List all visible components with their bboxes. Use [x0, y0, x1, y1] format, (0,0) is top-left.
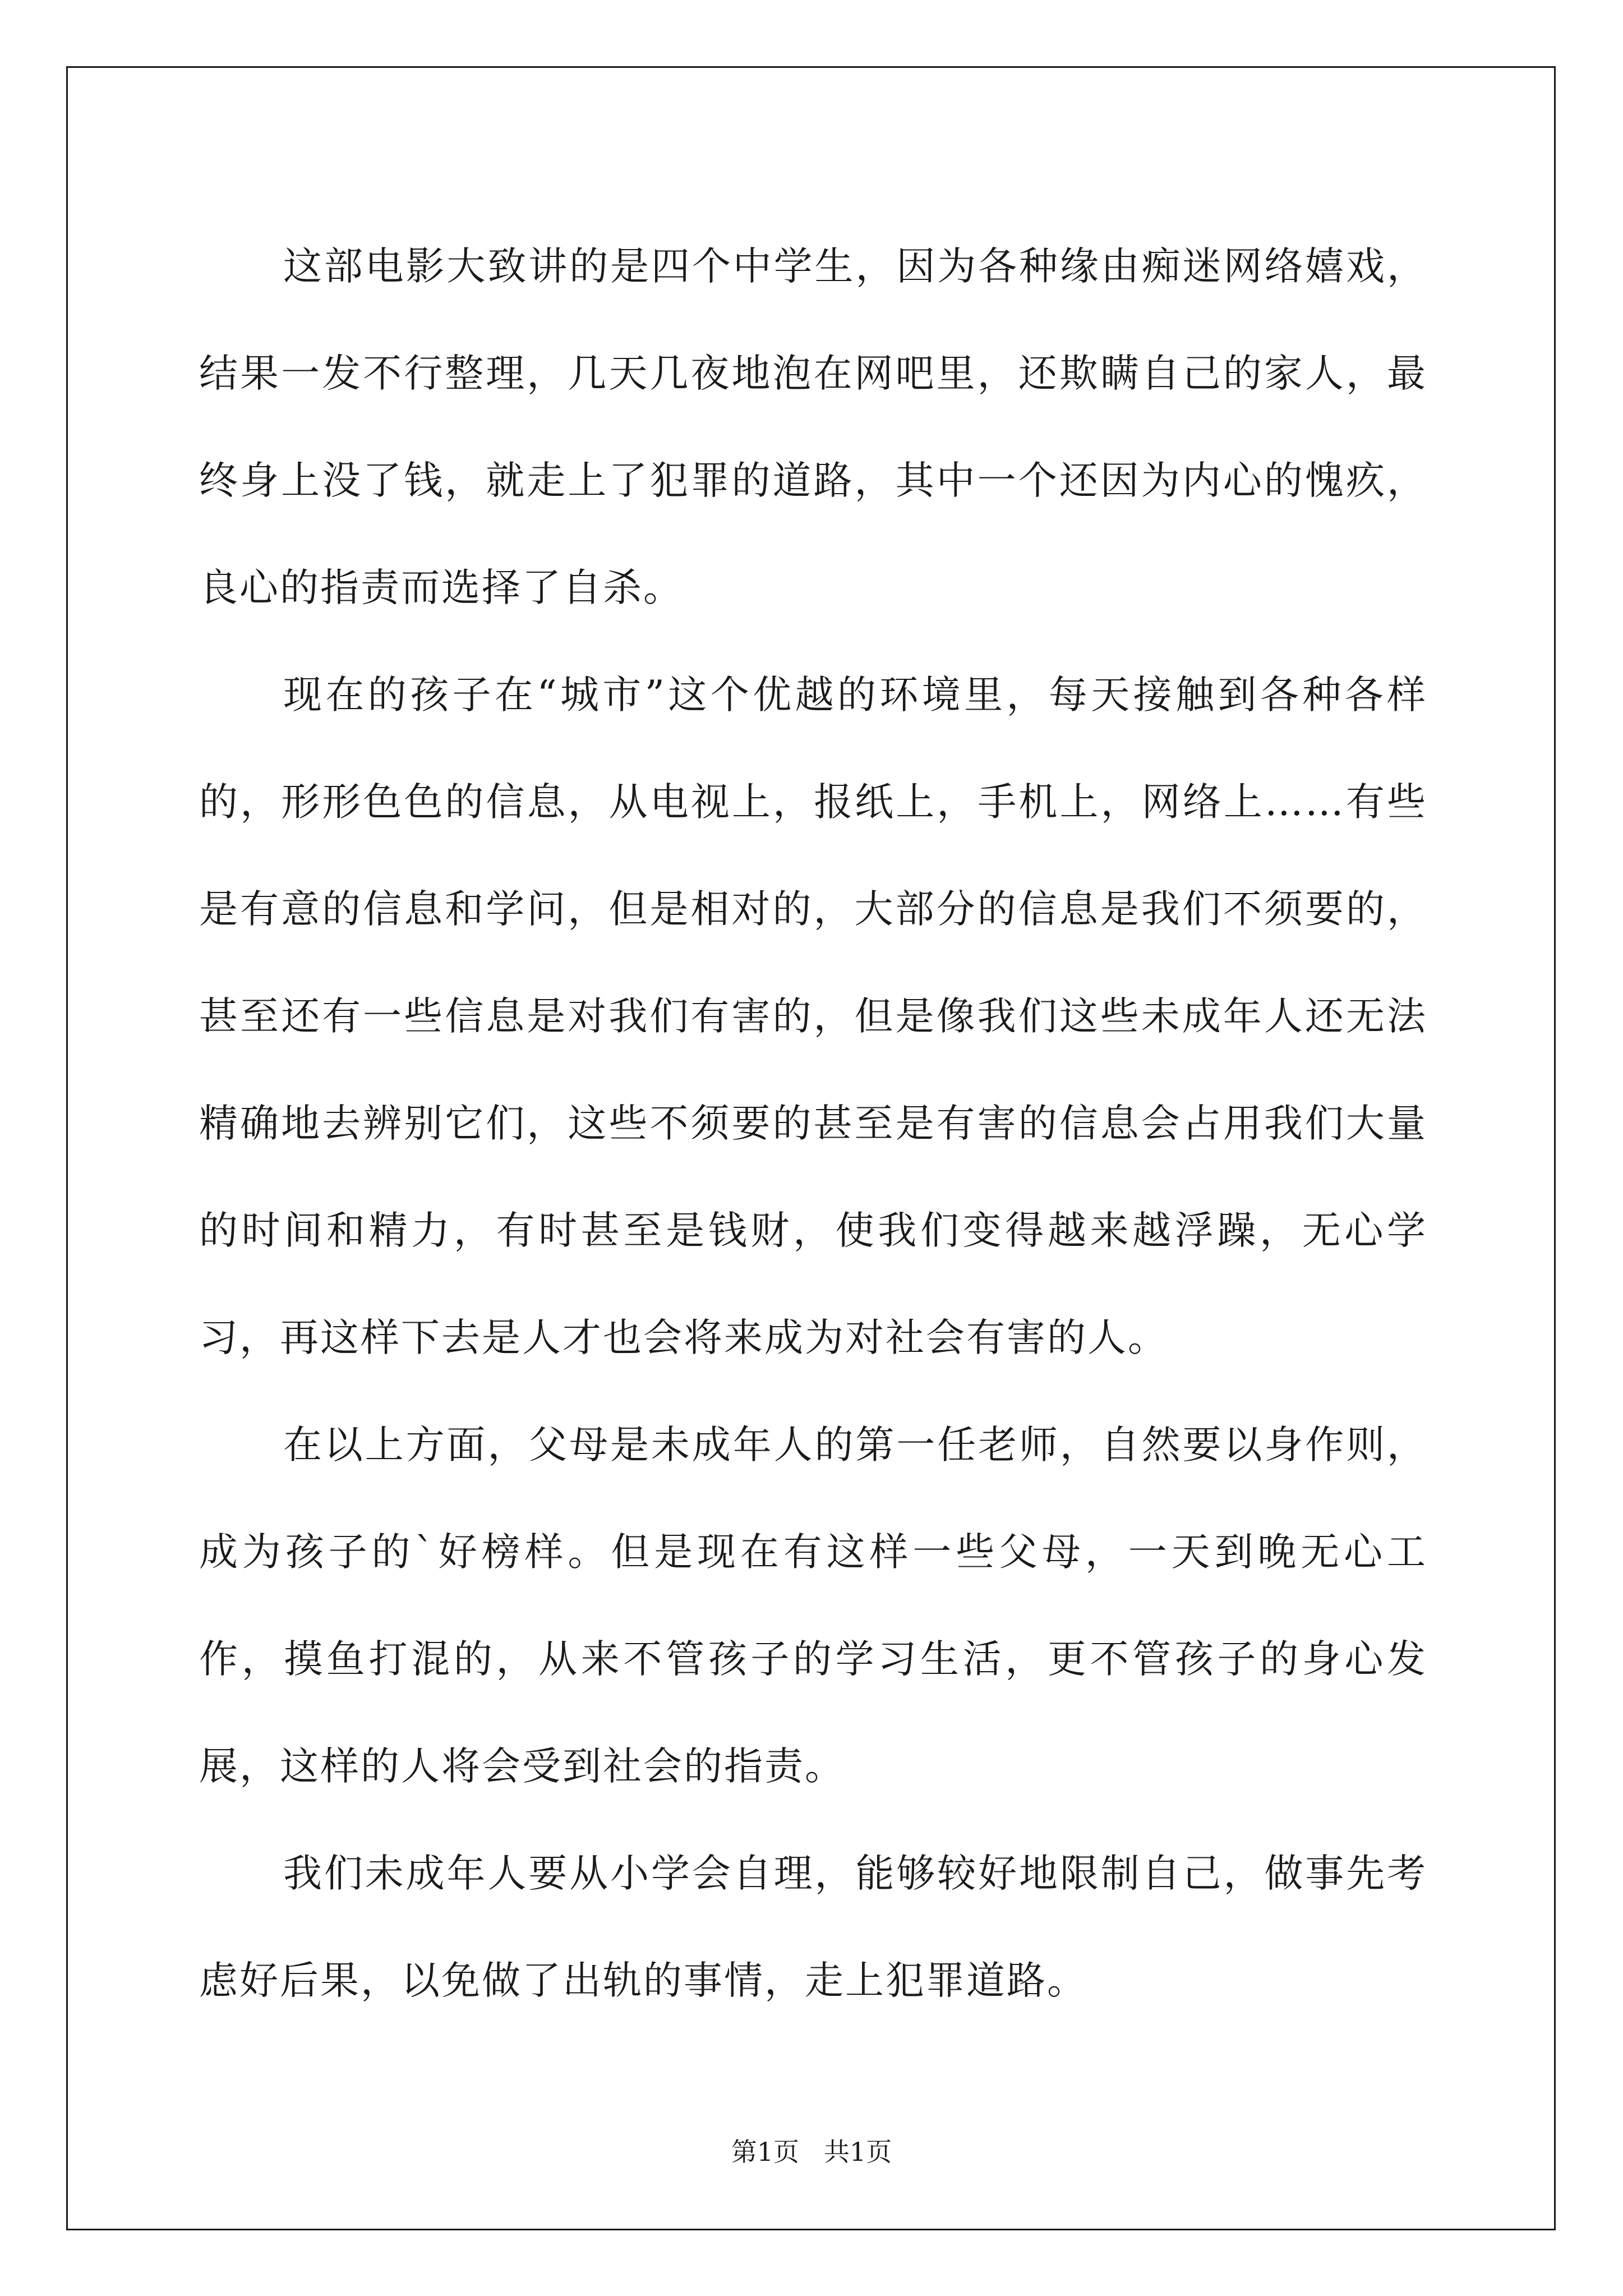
page-number: 第1页 [731, 2137, 800, 2167]
paragraph-1: 这部电影大致讲的是四个中学生，因为各种缘由痴迷网络嬉戏，结果一发不行整理，几天几夜地泡在网吧里，还欺瞒自己的家人，最终身上没了钱，就走上了犯罪的道路，其中一个还因为内心的愧疚，良心的指责而选择了自杀。 [199, 244, 1427, 610]
page-total: 共1页 [823, 2137, 892, 2167]
page-footer [0, 2132, 1623, 2169]
document-body [199, 213, 1427, 2035]
paragraph-2: 现在的孩子在“城市”这个优越的环境里，每天接触到各种各样的，形形色色的信息，从电视上，报纸上，手机上，网络上……有些是有意的信息和学问，但是相对的，大部分的信息是我们不须要的，甚至还有一些信息是对我们有害的，但是像我们这些未成年人还无法精确地去辨别它们，这些不须要的甚至是有害的信息会占用我们大量的时间和精力，有时甚至是钱财，使我们变得越来越浮躁，无心学习，再这样下去是人才也会将来成为对社会有害的人。 [199, 673, 1427, 1360]
paragraph-3: 在以上方面，父母是未成年人的第一任老师，自然要以身作则，成为孩子的`好榜样。但是现在有这样一些父母，一天到晚无心工作，摸鱼打混的，从来不管孩子的学习生活，更不管孩子的身心发展，这样的人将会受到社会的指责。 [199, 1423, 1427, 1789]
paragraph-4: 我们未成年人要从小学会自理，能够较好地限制自己，做事先考虑好后果，以免做了出轨的事情，走上犯罪道路。 [199, 1851, 1427, 2003]
